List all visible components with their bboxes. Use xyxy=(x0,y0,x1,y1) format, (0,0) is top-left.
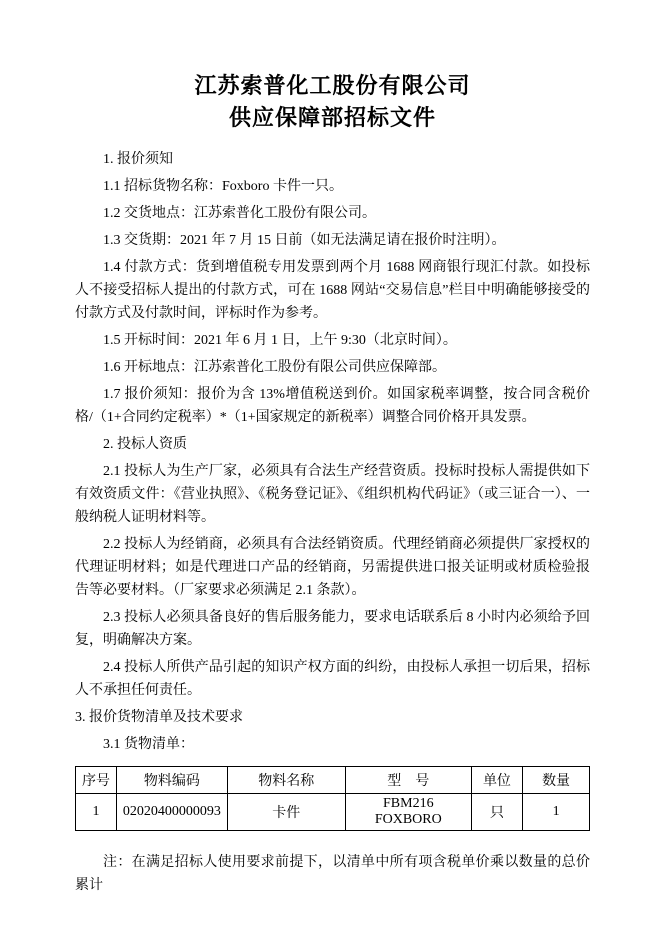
para-section-1: 1. 报价须知 xyxy=(103,152,173,167)
para-2-2: 2.2 投标人为经销商，必须具有合法经销资质。代理经销商必须提供厂家授权的代理证明材料；如是代理进口产品的经销商，另需提供进口报关证明或材质检验报告等必要材料。（厂家要求必须满足 2.1 条款）。 xyxy=(75,537,590,598)
para-section-2: 2. 投标人资质 xyxy=(103,437,187,452)
note-paragraph: 注：在满足招标人使用要求前提下，以清单中所有项含税单价乘以数量的总价累计 xyxy=(75,855,590,893)
goods-list-table xyxy=(75,766,590,831)
para-2-1: 2.1 投标人为生产厂家，必须具有合法生产经营资质。投标时投标人需提供如下有效资质文件：《营业执照》、《税务登记证》、《组织机构代码证》（或三证合一）、一般纳税人证明材料等。 xyxy=(75,464,590,525)
header-cell-model: 型 号 xyxy=(345,767,471,794)
para-1-7: 1.7 报价须知：报价为含 13%增值税送到价。如国家税率调整，按合同含税价格/（1+合同约定税率）*（1+国家规定的新税率）调整合同价格开具发票。 xyxy=(75,387,590,425)
cell-material-name: 卡件 xyxy=(227,794,345,831)
table-header-row xyxy=(76,767,590,794)
para-2-4: 2.4 投标人所供产品引起的知识产权方面的纠纷，由投标人承担一切后果，招标人不承担任何责任。 xyxy=(75,660,590,698)
cell-seq: 1 xyxy=(76,794,117,831)
title-line-1: 江苏索普化工股份有限公司 xyxy=(194,73,471,98)
para-1-4: 1.4 付款方式：货到增值税专用发票到两个月 1688 网商银行现汇付款。如投标人不接受招标人提出的付款方式，可在 1688 网站“交易信息”栏目中明确能够接受的付款方式及付款时间，评标时作为参考。 xyxy=(75,260,590,321)
para-1-1: 1.1 招标货物名称：Foxboro 卡件一只。 xyxy=(103,179,343,194)
title-line-2: 供应保障部招标文件 xyxy=(228,105,436,130)
table-row xyxy=(76,794,590,831)
para-1-5: 1.5 开标时间：2021 年 6 月 1 日，上午 9:30（北京时间）。 xyxy=(103,333,457,348)
cell-model: FBM216 FOXBORO xyxy=(345,794,471,831)
cell-unit: 只 xyxy=(471,794,522,831)
header-cell-material-code: 物料编码 xyxy=(117,767,228,794)
para-2-3: 2.3 投标人必须具备良好的售后服务能力，要求电话联系后 8 小时内必须给予回复，明确解决方案。 xyxy=(75,610,590,648)
para-1-3: 1.3 交货期：2021 年 7 月 15 日前（如无法满足请在报价时注明）。 xyxy=(103,233,506,248)
header-cell-unit: 单位 xyxy=(471,767,522,794)
para-1-2: 1.2 交货地点：江苏索普化工股份有限公司。 xyxy=(103,206,376,221)
cell-quantity: 1 xyxy=(523,794,590,831)
para-section-3: 3. 报价货物清单及技术要求 xyxy=(75,710,243,725)
document-body xyxy=(75,148,590,756)
header-cell-seq: 序号 xyxy=(76,767,117,794)
para-3-1: 3.1 货物清单： xyxy=(103,737,194,752)
para-1-6: 1.6 开标地点：江苏索普化工股份有限公司供应保障部。 xyxy=(103,360,446,375)
cell-material-code: 02020400000093 xyxy=(117,794,228,831)
header-cell-material-name: 物料名称 xyxy=(227,767,345,794)
document-title xyxy=(75,70,590,134)
header-cell-quantity: 数量 xyxy=(523,767,590,794)
